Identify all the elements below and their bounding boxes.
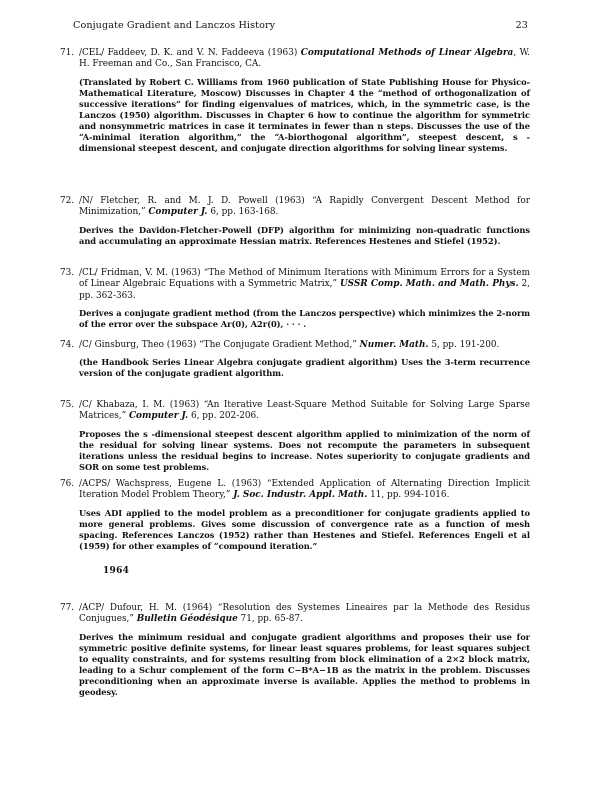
entry-citation: /ACPS/ Wachspress, Eugene L. (1963) “Extended Application of Alternating Direction Implicit Iteration Model Problem Theory,” J. Soc. Industr. Appl. Math. 11, pp. 994-1016.	[79, 479, 530, 501]
entry-citation: /N/ Fletcher, R. and M. J. D. Powell (1963) “A Rapidly Convergent Descent Method for Minimization,” Computer J. 6, pp. 163-168.	[79, 196, 530, 218]
entry-number: 72.	[60, 196, 75, 206]
running-header	[73, 20, 528, 31]
bibliography-entry-74	[60, 340, 530, 379]
entry-number: 73.	[60, 268, 75, 278]
entry-number: 75.	[60, 400, 75, 410]
journal-name: Computer J.	[128, 411, 189, 422]
journal-name: J. Soc. Industr. Appl. Math.	[233, 490, 368, 501]
journal-name: USSR Comp. Math. and Math. Phys.	[339, 279, 519, 290]
entry-number: 71.	[60, 48, 75, 58]
book-title: Computational Methods of Linear Algebra	[300, 48, 514, 58]
bibliography-entry-75	[60, 400, 530, 473]
page-number: 23	[515, 20, 528, 31]
running-title: Conjugate Gradient and Lanczos History	[73, 20, 276, 31]
bibliography-entry-72	[60, 196, 530, 247]
entry-citation: /ACP/ Dufour, H. M. (1964) “Resolution des Systemes Lineaires par la Methode des Residus Conjugues,” Bulletin Géodésique 71, pp. 65-87.	[79, 603, 530, 625]
entry-annotation: Uses ADI applied to the model problem as a preconditioner for conjugate gradients applied to more general problems. Gives some discussion of convergence rate as a function of mesh spacing. References Lanczos (1952) rather than Hestenes and Stiefel. References Engeli et al (1959) for other examples of “compound iteration.”	[79, 507, 530, 551]
bibliography-entry-76	[60, 479, 530, 552]
entry-annotation: Proposes the s -dimensional steepest descent algorithm applied to minimization of the norm of the residual for solving linear systems. Does not recompute the parameters in subsequent iterations unless the residual begins to increase. Notes superiority to conjugate gradients and SOR on some test problems.	[79, 428, 530, 472]
entry-citation: /C/ Ginsburg, Theo (1963) “The Conjugate Gradient Method,” Numer. Math. 5, pp. 191-200.	[79, 340, 500, 350]
entry-number: 74.	[60, 340, 75, 350]
entry-citation: /C/ Khabaza, I. M. (1963) “An Iterative Least-Square Method Suitable for Solving Large Sparse Matrices,” Computer J. 6, pp. 202-206.	[79, 400, 530, 422]
journal-name: Computer J.	[148, 207, 208, 218]
entry-citation: /CL/ Fridman, V. M. (1963) “The Method of Minimum Iterations with Minimum Errors for a System of Linear Algebraic Equations with a Symmetric Matrix,” USSR Comp. Math. and Math. Phys. 2, pp. 362-363.	[79, 268, 530, 301]
bibliography-entry-73	[60, 268, 530, 330]
entry-number: 76.	[60, 479, 75, 489]
entry-annotation: (the Handbook Series Linear Algebra conjugate gradient algorithm) Uses the 3-term recurrence version of the conjugate gradient algorithm.	[79, 357, 530, 379]
bibliography-entry-77	[60, 603, 530, 698]
entry-annotation: Derives the Davidon-Fletcher-Powell (DFP) algorithm for minimizing non-quadratic functions and accumulating an approximate Hessian matrix. References Hestenes and Stiefel (1952).	[79, 224, 530, 246]
journal-name: Bulletin Géodésique	[136, 614, 238, 625]
entry-citation: /CEL/ Faddeev, D. K. and V. N. Faddeeva (1963) Computational Methods of Linear Algebra, W. H. Freeman and Co., San Francisco, CA.	[79, 48, 530, 70]
entry-annotation: (Translated by Robert C. Williams from 1960 publication of State Publishing House for Physico-Mathematical Literature, Moscow) Discusses in Chapter 4 the “method of orthogonalization of successive iterations” for finding eigenvalues of matrices, which, in the symmetric case, is the Lanczos (1950) algorithm. Discusses in Chapter 6 how to continue the algorithm for symmetric and nonsymmetric matrices in case it terminates in fewer than n steps. Discusses the use of the “A-minimal iteration algorithm,” the “A-biorthogonal algorithm”, steepest descent, s -dimensional steepest descent, and conjugate direction algorithms for solving linear systems.	[79, 76, 530, 154]
entry-number: 77.	[60, 603, 75, 613]
bibliography-entry-71	[60, 48, 530, 154]
entry-annotation: Derives a conjugate gradient method (from the Lanczos perspective) which minimizes the 2-norm of the error over the subspace Ar(0), A2r(0), · · · .	[79, 307, 530, 329]
entry-annotation: Derives the minimum residual and conjugate gradient algorithms and proposes their use for symmetric positive definite systems, for linear least squares problems, for least squares subject to equality constraints, and for systems resulting from block elimination of a 2×2 block matrix, leading to a Schur complement of the form C−B*A−1B as the matrix in the problem. Discusses preconditioning when an approximate inverse is available. Applies the method to problems in geodesy.	[79, 631, 530, 698]
year-heading: 1964	[103, 566, 130, 576]
journal-name: Numer. Math.	[359, 340, 429, 350]
